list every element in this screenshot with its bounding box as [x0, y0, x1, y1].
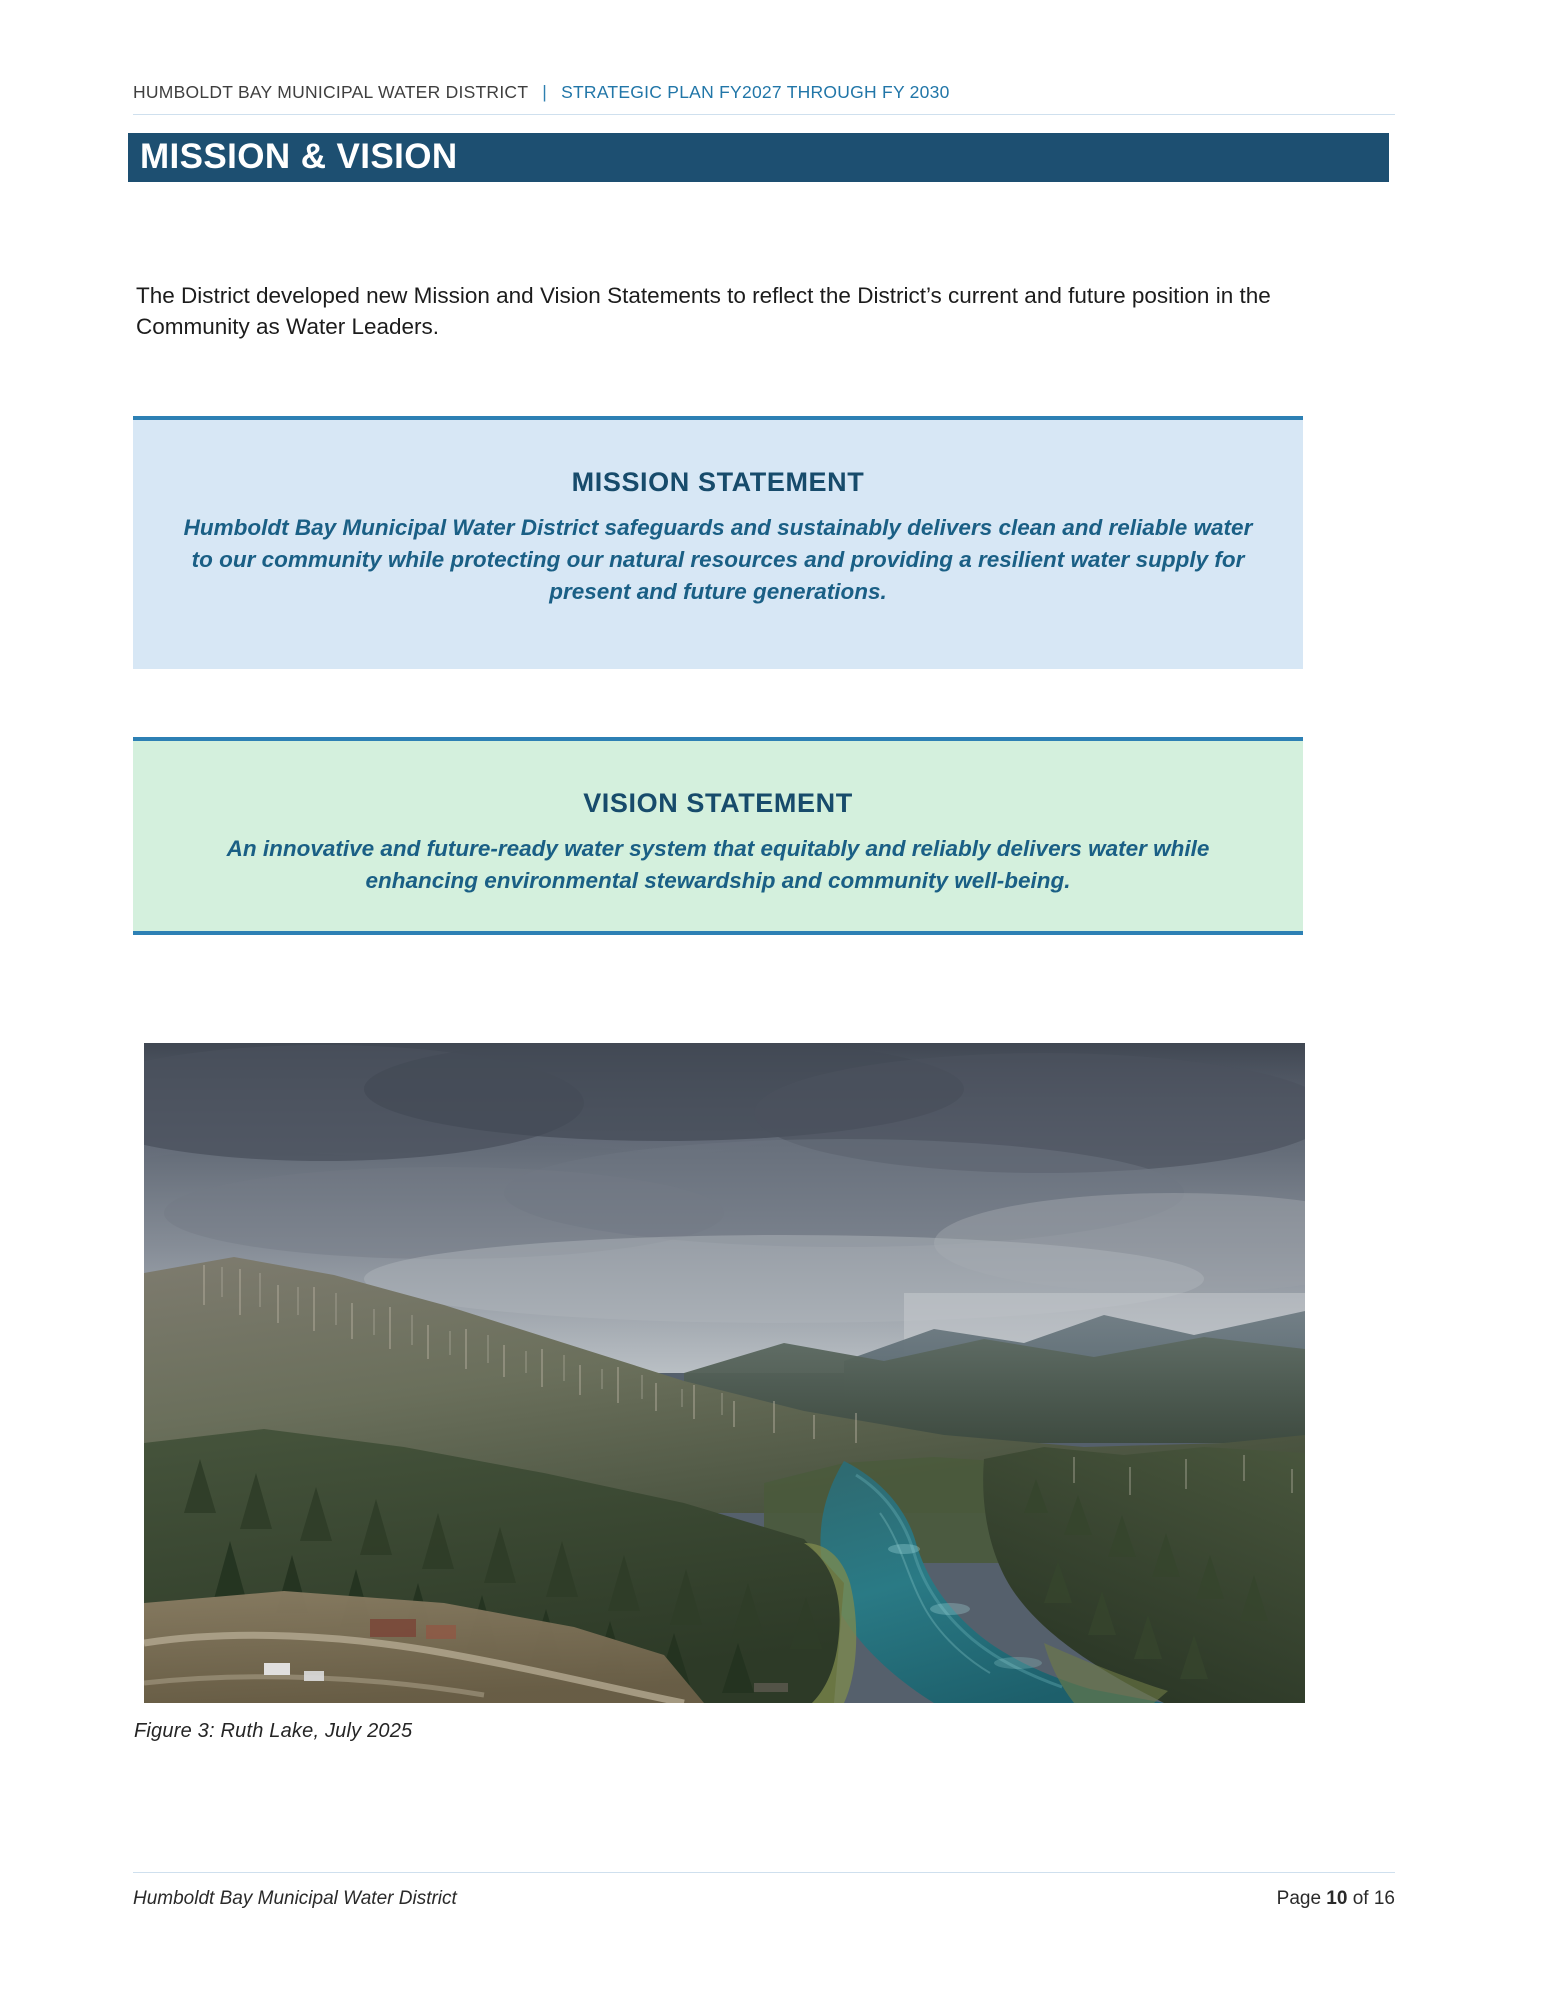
mission-body [133, 420, 1303, 669]
section-title-banner [128, 133, 1389, 182]
footer-of-label: of [1352, 1888, 1369, 1909]
figure-3-image [144, 1043, 1305, 1703]
vision-statement-title: VISION STATEMENT [583, 788, 853, 818]
figure-caption: Figure 3: Ruth Lake, July 2025 [134, 1720, 413, 1742]
intro-paragraph: The District developed new Mission and Vision Statements to reflect the District’s current and future position in the Community as Water Leaders. [136, 282, 1271, 339]
header-divider [133, 114, 1395, 115]
vision-body [133, 741, 1303, 935]
mission-statement-box [133, 416, 1303, 669]
mission-statement-text: Humboldt Bay Municipal Water District safeguards and sustainably delivers clean and reliable water to our community while protecting our natural resources and providing a resilient water supply for present and future generations. [183, 515, 1253, 604]
vision-statement-text: An innovative and future-ready water system that equitably and reliably delivers water while enhancing environmental stewardship and community well-being. [226, 836, 1210, 893]
footer-current-page: 10 [1326, 1888, 1348, 1909]
footer-organization: Humboldt Bay Municipal Water District [133, 1888, 457, 1909]
header-plan-title: STRATEGIC PLAN FY2027 THROUGH FY 2030 [561, 82, 950, 102]
mission-statement-title: MISSION STATEMENT [571, 467, 865, 497]
header-organization: HUMBOLDT BAY MUNICIPAL WATER DISTRICT [133, 82, 529, 102]
page-title: MISSION & VISION [140, 137, 458, 176]
footer-page-number [1277, 1888, 1395, 1910]
footer-total-pages: 16 [1373, 1888, 1395, 1909]
ruth-lake-photograph [144, 1043, 1305, 1703]
footer-divider [133, 1872, 1395, 1873]
running-header [133, 82, 1395, 103]
vision-statement-box [133, 737, 1303, 935]
footer-page-label: Page [1276, 1888, 1322, 1909]
header-separator: | [542, 82, 548, 102]
